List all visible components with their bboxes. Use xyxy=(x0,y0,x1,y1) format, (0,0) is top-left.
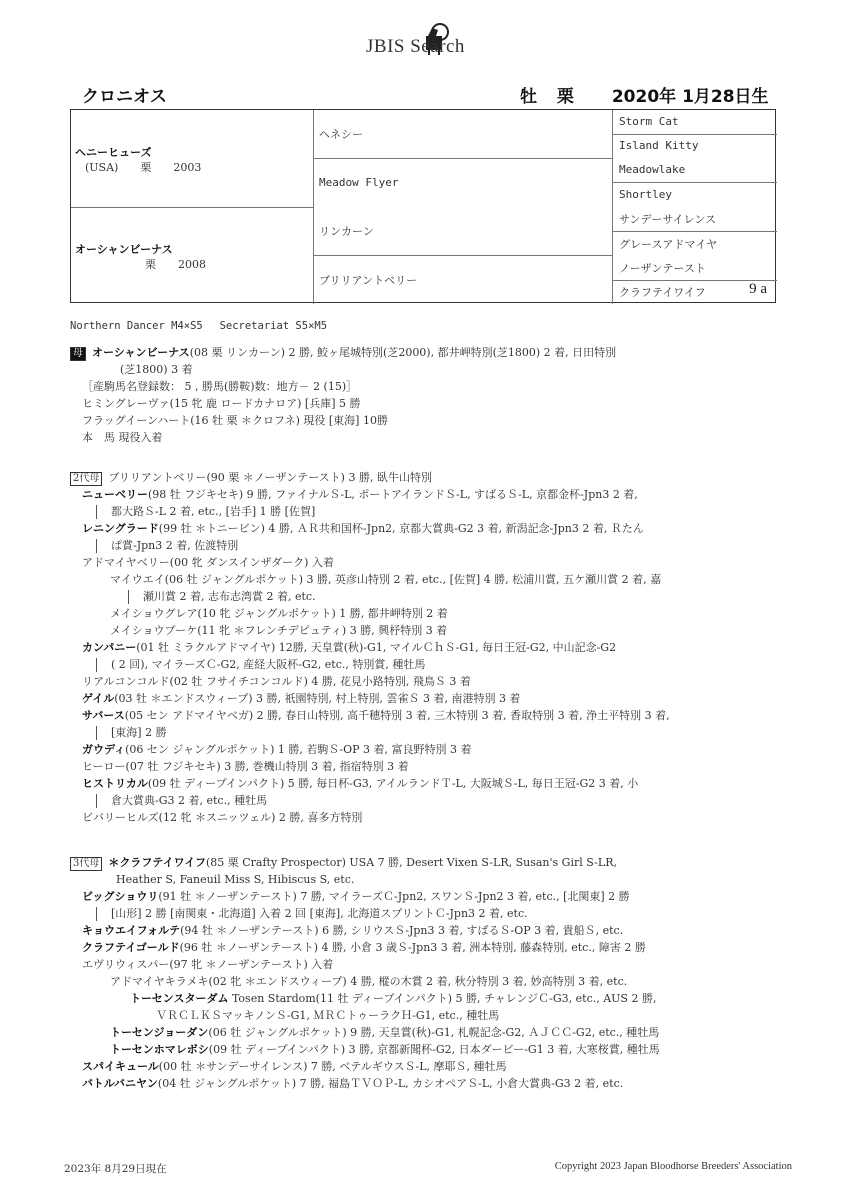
second-dam-line xyxy=(70,571,790,588)
third-dam-line xyxy=(70,1041,790,1058)
dam-produce-item: ヒミングレーヴァ(15 牝 鹿 ロードカナロア) [兵庫] 5 勝 xyxy=(82,397,361,410)
gen3-3[interactable]: Meadowlake xyxy=(619,163,686,176)
tree-connector xyxy=(96,539,97,553)
horse-record: (94 牡 ＊ノーザンテースト) 6 勝, シリウスＳ-Jpn3 3 着, すばるＳ-OP 3 着, 貴船Ｓ, etc. xyxy=(180,924,624,937)
horse-name-bold[interactable]: ＊クラフテイワイフ xyxy=(108,856,206,869)
horse-record: ぱ賞-Jpn3 2 着, 佐渡特別 xyxy=(111,539,239,552)
pedigree-dam-cell xyxy=(71,207,314,304)
second-dam-line xyxy=(70,520,790,537)
second-dam-line xyxy=(70,741,790,758)
second-dam-line xyxy=(70,673,790,690)
horse-meta xyxy=(520,82,769,107)
second-dam-section xyxy=(70,469,790,826)
tree-connector xyxy=(128,590,129,604)
horse-record: マイウエイ(06 牡 ジャングルポケット) 3 勝, 英彦山特別 2 着, etc., [佐賀] 4 勝, 松浦川賞, 五ケ瀬川賞 2 着, 嘉 xyxy=(110,573,662,586)
jbis-logo xyxy=(366,22,506,62)
horse-record: (96 牡 ＊ノーザンテースト) 4 勝, 小倉 3 歳Ｓ-Jpn3 3 着, 洲本特別, 藤森特別, etc., 障害 2 勝 xyxy=(179,941,646,954)
footer-date: 2023年 8月29日現在 xyxy=(64,1163,167,1175)
horse-record: ＶＲＣＬＫＳマッキノンＳ-G1, ＭＲＣトゥーラクＨ-G1, etc., 種牡馬 xyxy=(156,1009,500,1022)
second-dam-line xyxy=(70,605,790,622)
third-dam-tag: 3代母 xyxy=(70,857,102,871)
horse-record: (03 牡 ＊エンドスウィープ) 3 勝, 祇園特別, 村上特別, 雲雀Ｓ 3 着, 南港特別 3 着 xyxy=(114,692,521,705)
dam-line xyxy=(70,344,790,361)
divider xyxy=(314,158,613,159)
tree-connector xyxy=(96,658,97,672)
horse-record: Tosen Stardom(11 牡 ディープインパクト) 5 勝, チャレンジＣ-G3, etc., AUS 2 勝, xyxy=(228,992,657,1005)
horse-record: [東海] 2 勝 xyxy=(111,726,167,739)
dam-sire[interactable]: リンカーン xyxy=(319,225,374,238)
dam-record: (08 栗 リンカーン) 2 勝, 鮫ヶ尾城特別(芝2000), 都井岬特別(芝1800) 2 着, 日田特別 xyxy=(189,346,617,359)
horse-record: メイショウグレア(10 牝 ジャングルポケット) 1 勝, 都井岬特別 2 着 xyxy=(110,607,448,620)
horse-record: Heather S, Faneuil Miss S, Hibiscus S, etc. xyxy=(116,873,355,886)
third-dam-line xyxy=(70,1075,790,1092)
horse-name-bold[interactable]: トーセンジョーダン xyxy=(110,1026,209,1039)
logo-text: JBIS Search xyxy=(366,36,465,57)
sire-info: (USA) 栗 2003 xyxy=(85,161,202,174)
dam-produce-item: 本 馬 現役入着 xyxy=(82,431,163,444)
dam-section xyxy=(70,344,790,446)
tree-connector xyxy=(96,794,97,808)
third-dam-line xyxy=(70,1058,790,1075)
horse-record: メイショウブーケ(11 牝 ＊フレンチデピュティ) 3 勝, 興杼特別 3 着 xyxy=(110,624,448,637)
horse-record: (09 牡 ディープインパクト) 3 勝, 京都新聞杯-G2, 日本ダービー-G1 3 着, 大寒桜賞, 種牡馬 xyxy=(208,1043,660,1056)
third-dam-section xyxy=(70,854,790,1092)
horse-name-bold[interactable]: ヒストリカル xyxy=(82,777,148,790)
family-number: 9 a xyxy=(749,281,767,297)
gen3-2[interactable]: Island Kitty xyxy=(619,139,699,152)
third-dam-line xyxy=(70,939,790,956)
horse-record: ビバリーヒルズ(12 牝 ＊スニッツェル) 2 勝, 喜多方特別 xyxy=(82,811,363,824)
horse-name-bold[interactable]: レニングラード xyxy=(82,522,159,535)
gen3-5[interactable]: サンデーサイレンス xyxy=(619,213,717,226)
horse-record: (85 栗 Crafty Prospector) USA 7 勝, Desert Vixen S-LR, Susan's Girl S-LR, xyxy=(205,856,617,869)
horse-color: 栗 xyxy=(556,87,574,107)
tree-connector xyxy=(96,505,97,519)
gen3-6[interactable]: グレースアドマイヤ xyxy=(619,238,718,251)
horse-record: 瀬川賞 2 着, 志布志湾賞 2 着, etc. xyxy=(143,590,316,603)
horse-name-bold[interactable]: キョウエイフォルテ xyxy=(82,924,181,937)
horse-record: [山形] 2 勝 [南関東・北海道] 入着 2 回 [東海], 北海道スプリントＣ-Jpn3 2 着, etc. xyxy=(111,907,528,920)
second-dam-line xyxy=(70,758,790,775)
horse-record: ブリリアントベリー(90 栗 ＊ノーザンテースト) 3 勝, 臥牛山特別 xyxy=(108,471,432,484)
sire-name[interactable]: ヘニーヒューズ xyxy=(75,146,152,159)
second-dam-line xyxy=(70,639,790,656)
gen3-4[interactable]: Shortley xyxy=(619,188,672,201)
horse-record: (06 セン ジャングルポケット) 1 勝, 若駒Ｓ-OP 3 着, 富良野特別 3 着 xyxy=(125,743,472,756)
second-dam-line xyxy=(70,486,790,503)
dam-produce-summary: ［産駒馬名登録数： 5 , 勝馬(勝鞍)数：地方－ 2 (15)］ xyxy=(82,380,358,393)
dam-record-cont: (芝1800) 3 着 xyxy=(120,363,193,376)
sire-sire[interactable]: ヘネシー xyxy=(319,128,363,141)
horse-name-bold[interactable]: サバース xyxy=(82,709,125,722)
second-dam-line xyxy=(70,622,790,639)
horse-record: (04 牡 ジャングルポケット) 7 勝, 福島ＴＶＯＰ-L, カシオペアＳ-L, 小倉大賞典-G3 2 着, etc. xyxy=(157,1077,624,1090)
second-dam-line xyxy=(70,469,790,486)
horse-record: (00 牡 ＊サンデーサイレンス) 7 勝, ベテルギウスＳ-L, 摩耶Ｓ, 種牡馬 xyxy=(158,1060,507,1073)
footer-copyright: Copyright 2023 Japan Bloodhorse Breeders' Association xyxy=(554,1161,792,1172)
horse-name-bold[interactable]: クラフテイゴールド xyxy=(82,941,180,954)
second-dam-line xyxy=(70,707,790,724)
horse-record: 倉大賞典-G3 2 着, etc., 種牡馬 xyxy=(111,794,268,807)
horse-record: アドマイヤベリー(00 牝 ダンスインザダーク) 入着 xyxy=(82,556,334,569)
horse-record: (06 牡 ジャングルポケット) 9 勝, 天皇賞(秋)-G1, 札幌記念-G2, ＡＪＣＣ-G2, etc., 種牡馬 xyxy=(208,1026,660,1039)
second-dam-line xyxy=(70,724,790,741)
horse-birth: 2020年 1月28日生 xyxy=(611,87,769,107)
horse-record: (99 牡 ＊トニービン) 4 勝, ＡＲ共和国杯-Jpn2, 京都大賞典-G2 3 着, 新潟記念-Jpn3 2 着, Ｒたん xyxy=(158,522,644,535)
horse-record: ヒーロー(07 牡 フジキセキ) 3 勝, 巻機山特別 3 着, 指宿特別 3 着 xyxy=(82,760,409,773)
second-dam-line xyxy=(70,775,790,792)
pedigree-sire-cell xyxy=(71,110,314,207)
horse-record: (98 牡 フジキセキ) 9 勝, ファイナルＳ-L, ポートアイランドＳ-L, すばるＳ-L, 京都金杯-Jpn3 2 着, xyxy=(148,488,638,501)
horse-record: エヴリウィスパー(97 牝 ＊ノーザンテースト) 入着 xyxy=(82,958,334,971)
third-dam-line xyxy=(70,888,790,905)
horse-record: 都大路Ｓ-L 2 着, etc., [岩手] 1 勝 [佐賀] xyxy=(111,505,316,518)
second-dam-line xyxy=(70,690,790,707)
horse-name-bold[interactable]: ガウディ xyxy=(82,743,126,756)
sire-dam[interactable]: Meadow Flyer xyxy=(319,176,399,189)
gen3-1[interactable]: Storm Cat xyxy=(619,115,679,128)
third-dam-line xyxy=(70,1024,790,1041)
third-dam-line xyxy=(70,973,790,990)
divider xyxy=(613,134,777,135)
dam-tag: 母 xyxy=(70,347,86,361)
horse-record: リアルコンコルド(02 牡 フサイチコンコルド) 4 勝, 花見小路特別, 飛鳥Ｓ 3 着 xyxy=(82,675,471,688)
tree-connector xyxy=(96,726,97,740)
divider xyxy=(613,231,777,232)
horse-record: (05 セン アドマイヤベガ) 2 勝, 春日山特別, 高千穂特別 3 着, 三木特別 3 着, 香取特別 3 着, 浄土平特別 3 着, xyxy=(124,709,670,722)
horse-name-bold[interactable]: バトルバニヤン xyxy=(82,1077,158,1090)
divider xyxy=(613,182,777,183)
second-dam-line xyxy=(70,656,790,673)
third-dam-line xyxy=(70,854,790,871)
gen3-8[interactable]: クラフテイワイフ xyxy=(619,286,706,299)
horse-name-bold[interactable]: ニューベリー xyxy=(82,488,148,501)
third-dam-line xyxy=(70,922,790,939)
dam-name[interactable]: オーシャンビーナス xyxy=(75,243,173,256)
third-dam-line xyxy=(70,905,790,922)
horse-name-bold[interactable]: ゲイル xyxy=(82,692,115,705)
dam-name-bold[interactable]: オーシャンビーナス xyxy=(92,346,190,359)
second-dam-line xyxy=(70,588,790,605)
horse-name: クロニオス xyxy=(82,87,167,107)
gen3-7[interactable]: ノーザンテースト xyxy=(619,262,706,275)
inbreeding-line: Northern Dancer M4×S5 Secretariat S5×M5 xyxy=(70,320,328,332)
horse-name-bold[interactable]: トーセンスターダム xyxy=(130,992,229,1005)
horse-record: (91 牡 ＊ノーザンテースト) 7 勝, マイラーズＣ-Jpn2, スワンＳ-Jpn2 3 着, etc., [北関東] 2 勝 xyxy=(158,890,630,903)
second-dam-line xyxy=(70,554,790,571)
horse-record: (09 牡 ディープインパクト) 5 勝, 毎日杯-G3, アイルランドＴ-L, 大阪城Ｓ-L, 毎日王冠-G2 3 着, 小 xyxy=(147,777,639,790)
dam-dam[interactable]: ブリリアントベリー xyxy=(319,274,418,287)
horse-sex: 牡 xyxy=(520,87,537,107)
dam-info: 栗 2008 xyxy=(145,258,206,271)
tree-connector xyxy=(96,907,97,921)
divider xyxy=(314,255,613,256)
second-dam-line xyxy=(70,809,790,826)
second-dam-tag: 2代母 xyxy=(70,472,102,486)
horse-name-bold[interactable]: トーセンホマレボシ xyxy=(110,1043,209,1056)
second-dam-line xyxy=(70,792,790,809)
horse-name-bold[interactable]: カンパニー xyxy=(82,641,137,654)
second-dam-line xyxy=(70,503,790,520)
dam-produce-item: フラッグイーンハート(16 牡 栗 ＊クロフネ) 現役 [東海] 10勝 xyxy=(82,414,388,427)
third-dam-line xyxy=(70,1007,790,1024)
second-dam-line xyxy=(70,537,790,554)
horse-name-bold[interactable]: ビッグショウリ xyxy=(82,890,159,903)
horse-name-bold[interactable]: スパイキュール xyxy=(82,1060,159,1073)
third-dam-line xyxy=(70,990,790,1007)
horse-record: アドマイヤキラメキ(02 牝 ＊エンドスウィープ) 4 勝, 樅の木賞 2 着, 秋分特別 3 着, 妙高特別 3 着, etc. xyxy=(110,975,628,988)
pedigree-table xyxy=(70,109,776,303)
horse-record: (01 牡 ミラクルアドマイヤ) 12勝, 天皇賞(秋)-G1, マイルＣｈＳ-G1, 毎日王冠-G2, 中山記念-G2 xyxy=(136,641,617,654)
horse-record: ( 2 回), マイラーズＣ-G2, 産経大阪杯-G2, etc., 特別賞, 種牡馬 xyxy=(111,658,426,671)
third-dam-line xyxy=(70,871,790,888)
third-dam-line xyxy=(70,956,790,973)
